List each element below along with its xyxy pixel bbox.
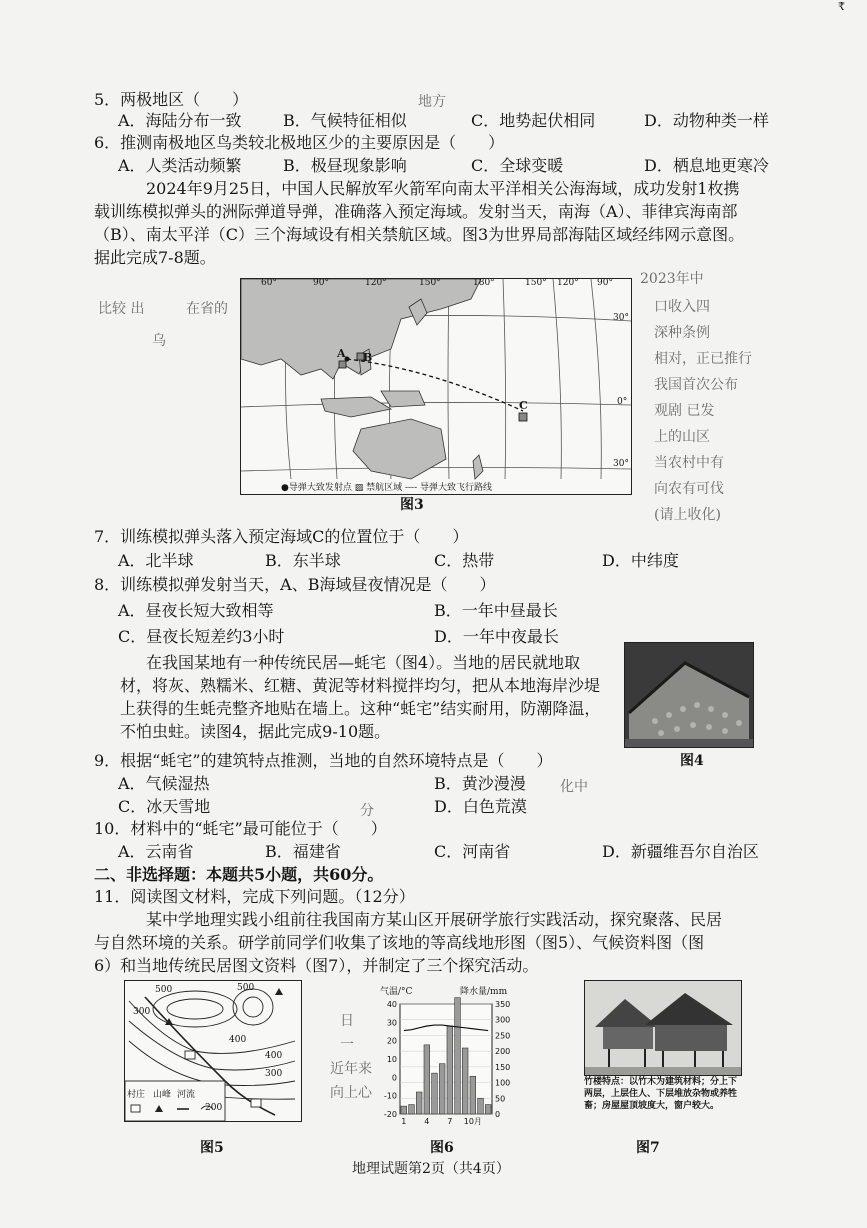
passage1-line: 据此完成7-8题。 (94, 248, 216, 267)
bleed-text: 上的山区 (654, 429, 710, 445)
passage2-line: 材，将灰、熟糯米、红糖、黄泥等材料搅拌均匀，把从本地海岸沙堤 (120, 676, 601, 695)
month-tick-label: 4 (424, 1117, 430, 1126)
temp-tick-label: -10 (383, 1091, 397, 1101)
month-tick-label: 1 (401, 1117, 407, 1126)
precip-bar (409, 1105, 415, 1114)
q10-option-b: B．福建省 (265, 842, 341, 861)
figure-5-contour-map (124, 980, 302, 1122)
q8-option-c: C．昼夜长短差约3小时 (118, 627, 285, 646)
bleed-text: 一 (340, 1037, 354, 1053)
q11-stem: 11．阅读图文材料，完成下列问题。（12分） (94, 887, 415, 906)
contour-label: 300 (133, 1007, 151, 1017)
q7-option-a: A．北半球 (118, 551, 194, 570)
contour-label: 300 (265, 1069, 283, 1079)
legend-label: 村庄 (127, 1090, 146, 1100)
bleed-text: 乌 (152, 333, 166, 349)
lon-label: 180° (473, 278, 495, 288)
figure-4-caption: 图4 (680, 753, 704, 769)
figure-6-caption: 图6 (430, 1140, 454, 1156)
q8-option-d: D．一年中夜最长 (434, 627, 559, 646)
precip-tick-label: 250 (495, 1031, 511, 1041)
q10-option-a: A．云南省 (118, 842, 194, 861)
figure-3-caption: 图3 (400, 497, 424, 513)
q5-option-d: D．动物种类一样 (644, 111, 769, 130)
q8-option-b: B．一年中昼最长 (434, 601, 558, 620)
precip-axis-label: 降水量/mm (460, 987, 508, 997)
lon-label: 90° (313, 278, 329, 288)
bleed-text: 分 (360, 803, 374, 819)
plot-frame (400, 1004, 492, 1114)
q10-option-d: D．新疆维吾尔自治区 (602, 842, 759, 861)
q9-option-d: D．白色荒漠 (434, 797, 527, 816)
contour-label: 500 (155, 985, 173, 995)
q7-option-b: B．东半球 (265, 551, 341, 570)
precip-bar (478, 1098, 484, 1114)
passage2-line: 上获得的生蚝壳整齐地贴在墙上。这种“蚝宅”结实耐用，防潮降温， (120, 699, 601, 718)
passage1-line: （B）、南太平洋（C）三个海域设有相关禁航区域。图3为世界局部海陆区域经纬网示意图。 (94, 225, 745, 244)
precip-tick-label: 150 (495, 1062, 511, 1072)
page-footer: 地理试题第2页（共4页） (352, 1161, 510, 1177)
bleed-text: 地方 (418, 94, 446, 110)
precip-tick-label: 100 (495, 1078, 511, 1088)
point-b-label: B (363, 351, 373, 364)
bleed-text: 观剧 已发 (654, 403, 715, 419)
bleed-text: 化中 (560, 779, 588, 795)
passage2-line: 在我国某地有一种传统民居—蚝宅（图4）。当地的居民就地取 (146, 653, 581, 672)
figure-5-caption: 图5 (200, 1140, 224, 1156)
precip-tick-label: 50 (495, 1094, 506, 1104)
lon-label: 90° (597, 278, 613, 288)
bleed-text: (请上收化) (654, 507, 721, 523)
lat-label: 0° (617, 397, 628, 407)
temp-tick-label: 10 (386, 1055, 397, 1064)
contour-label: 200 (205, 1103, 223, 1113)
temp-axis-label: 气温/°C (380, 987, 413, 997)
lat-label: 30° (613, 313, 629, 323)
precip-bar (424, 1045, 430, 1114)
q6-option-d: D．栖息地更寒冷 (644, 156, 769, 175)
bleed-text: 深种条例 (654, 325, 710, 341)
q10-stem: 10．材料中的“蚝宅”最可能位于（ ） (94, 819, 387, 838)
bleed-text: 近年来 (330, 1061, 372, 1077)
map-legend: ●导弹大致发射点 ▨ 禁航区域 ---- 导弹大致飞行路线 (281, 480, 492, 493)
page-tag: ₹ (838, 0, 845, 13)
bleed-text: 向上心 (330, 1085, 372, 1101)
figure-3-map (240, 278, 632, 495)
q6-option-a: A．人类活动频繁 (118, 156, 242, 175)
lon-label: 150° (419, 278, 441, 288)
figure-7-photo (584, 980, 742, 1076)
lat-label: 30° (613, 459, 629, 469)
bleed-text: 向农有可伐 (654, 481, 724, 497)
point-c-label: C (519, 399, 528, 412)
temp-tick-label: 0 (391, 1073, 397, 1083)
q9-option-c: C．冰天雪地 (118, 797, 211, 816)
section-2-heading: 二、非选择题：本题共5小题，共60分。 (94, 865, 384, 884)
precip-tick-label: 350 (495, 1000, 511, 1009)
q6-option-b: B．极昼现象影响 (283, 156, 407, 175)
precip-bar (462, 1048, 468, 1114)
figure-4-photo (624, 642, 754, 748)
lon-label: 120° (365, 278, 387, 288)
bleed-text: 口收入四 (654, 299, 710, 315)
q11-passage-line: 6）和当地传统民居图文资料（图7），并制定了三个探究活动。 (94, 956, 539, 975)
q5-option-a: A．海陆分布一致 (118, 111, 242, 130)
q5-option-c: C．地势起伏相同 (471, 111, 596, 130)
temp-tick-label: 40 (386, 1000, 397, 1009)
passage1-line: 载训练模拟弹头的洲际弹道导弹，准确落入预定海域。发射当天，南海（A）、菲律宾海南部 (94, 202, 738, 221)
contour-label: 400 (265, 1051, 283, 1061)
month-tick-label: 7 (447, 1117, 453, 1126)
q5-stem: 5．两极地区（ ） (94, 90, 249, 109)
bleed-text: 在省的 (186, 301, 228, 317)
q5-option-b: B．气候特征相似 (283, 111, 407, 130)
q9-option-a: A．气候湿热 (118, 774, 210, 793)
precip-tick-label: 0 (495, 1110, 501, 1119)
passage1-line: 2024年9月25日，中国人民解放军火箭军向南太平洋相关公海海域，成功发射1枚携 (146, 179, 740, 198)
temp-tick-label: 20 (386, 1036, 397, 1046)
q11-passage-line: 某中学地理实践小组前往我国南方某山区开展研学旅行实践活动，探究聚落、民居 (146, 910, 723, 929)
temp-tick-label: 30 (386, 1018, 397, 1028)
q11-passage-line: 与自然环境的关系。研学前同学们收集了该地的等高线地形图（图5）、气候资料图（图 (94, 933, 705, 952)
precip-bar (455, 998, 461, 1114)
figure-7-caption: 图7 (636, 1140, 660, 1156)
lon-label: 60° (261, 278, 277, 288)
contour-label: 500 (237, 983, 255, 993)
q10-option-c: C．河南省 (434, 842, 511, 861)
q8-stem: 8．训练模拟弹发射当天，A、B海域昼夜情况是（ ） (94, 575, 496, 594)
passage2-line: 不怕虫蛀。读图4，据此完成9-10题。 (120, 722, 391, 741)
precip-bar (485, 1105, 491, 1114)
q7-option-d: D．中纬度 (602, 551, 679, 570)
month-tick-label: 10月 (463, 1117, 482, 1126)
precip-bar (447, 1026, 453, 1114)
q6-stem: 6．推测南极地区鸟类较北极地区少的主要原因是（ ） (94, 133, 505, 152)
bleed-text: 当农村中有 (654, 455, 724, 471)
climate-chart-svg (370, 984, 530, 1134)
legend-label: 河流 (177, 1090, 196, 1100)
figure-6-climate-chart (370, 984, 530, 1134)
q7-stem: 7．训练模拟弹头落入预定海域C的位置位于（ ） (94, 527, 469, 546)
point-a-label: A (337, 347, 346, 360)
q6-option-c: C．全球变暖 (471, 156, 564, 175)
precip-bar (470, 1076, 476, 1114)
lon-label: 150° (525, 278, 547, 288)
contour-label: 400 (229, 1035, 247, 1045)
precip-bar (401, 1106, 407, 1114)
figure-7-note: 竹楼特点：以竹木为建筑材料；分上下两层，上层住人、下层堆放杂物或养牲畜；房屋屋顶坡度大，窗户较大。 (584, 1077, 738, 1111)
precip-bar (439, 1064, 445, 1114)
q7-option-c: C．热带 (434, 551, 495, 570)
precip-tick-label: 200 (495, 1047, 511, 1057)
q8-option-a: A．昼夜长短大致相等 (118, 601, 274, 620)
q9-stem: 9．根据“蚝宅”的建筑特点推测，当地的自然环境特点是（ ） (94, 751, 553, 770)
lon-label: 120° (557, 278, 579, 288)
precip-bar (416, 1092, 422, 1114)
precip-bar (432, 1073, 438, 1114)
bleed-text: 日 (340, 1013, 354, 1029)
q9-option-b: B．黄沙漫漫 (434, 774, 526, 793)
precip-tick-label: 300 (495, 1015, 511, 1025)
bleed-text: 相对，正已推行 (654, 351, 752, 367)
legend-label: 山峰 (153, 1090, 172, 1100)
bleed-text: 我国首次公布 (654, 377, 738, 393)
temp-tick-label: -20 (383, 1110, 397, 1119)
bleed-text: 2023年中 (640, 271, 704, 287)
bleed-text: 比较 出 (98, 301, 145, 317)
